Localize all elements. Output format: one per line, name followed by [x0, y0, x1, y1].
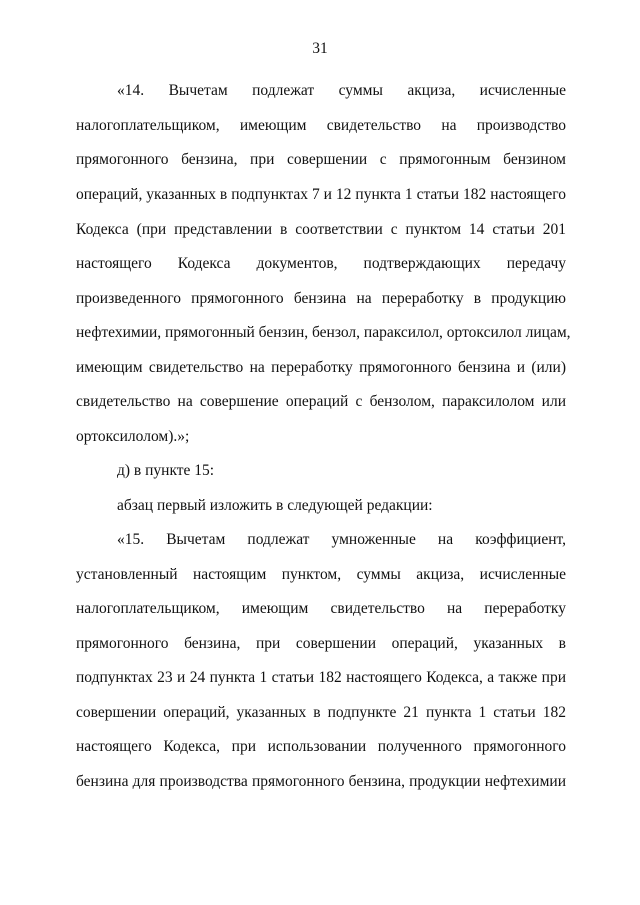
paragraph-15-line-5: подпунктах 23 и 24 пункта 1 статьи 182 настоящего Кодекса, а также при [76, 669, 566, 686]
paragraph-15-line-8: бензина для производства прямогонного бензина, продукции нефтехимии [76, 773, 566, 790]
page-number: 31 [312, 40, 328, 57]
paragraph-14-line-1: «14. Вычетам подлежат суммы акциза, исчисленные [117, 82, 566, 99]
paragraph-15-line-7: настоящего Кодекса, при использовании полученного прямогонного [76, 738, 566, 755]
paragraph-14-line-3: прямогонного бензина, при совершении с прямогонным бензином [76, 151, 566, 168]
paragraph-14-line-11: ортоксилолом).»; [76, 428, 190, 445]
instruction-line: абзац первый изложить в следующей редакции: [117, 497, 433, 514]
paragraph-15-line-2: установленный настоящим пунктом, суммы акциза, исчисленные [76, 566, 566, 583]
paragraph-15-line-6: совершении операций, указанных в подпункте 21 пункта 1 статьи 182 [76, 704, 566, 721]
paragraph-14-line-10: свидетельство на совершение операций с бензолом, параксилолом или [76, 393, 566, 410]
paragraph-14-line-2: налогоплательщиком, имеющим свидетельство на производство [76, 117, 566, 134]
paragraph-14-line-4: операций, указанных в подпунктах 7 и 12 пункта 1 статьи 182 настоящего [76, 186, 566, 203]
paragraph-15-line-3: налогоплательщиком, имеющим свидетельство на переработку [76, 600, 566, 617]
paragraph-15-line-1: «15. Вычетам подлежат умноженные на коэффициент, [117, 531, 566, 548]
paragraph-14-line-6: настоящего Кодекса документов, подтверждающих передачу [76, 255, 566, 272]
paragraph-14-line-8: нефтехимии, прямогонный бензин, бензол, параксилол, ортоксилол лицам, [76, 324, 571, 341]
paragraph-15-line-4: прямогонного бензина, при совершении операций, указанных в [76, 635, 566, 652]
paragraph-14-line-9: имеющим свидетельство на переработку прямогонного бензина и (или) [76, 359, 566, 376]
paragraph-14-line-7: произведенного прямогонного бензина на переработку в продукцию [76, 290, 566, 307]
subitem-d-heading: д) в пункте 15: [117, 462, 215, 479]
paragraph-14-line-5: Кодекса (при представлении в соответствии с пунктом 14 статьи 201 [76, 221, 566, 238]
